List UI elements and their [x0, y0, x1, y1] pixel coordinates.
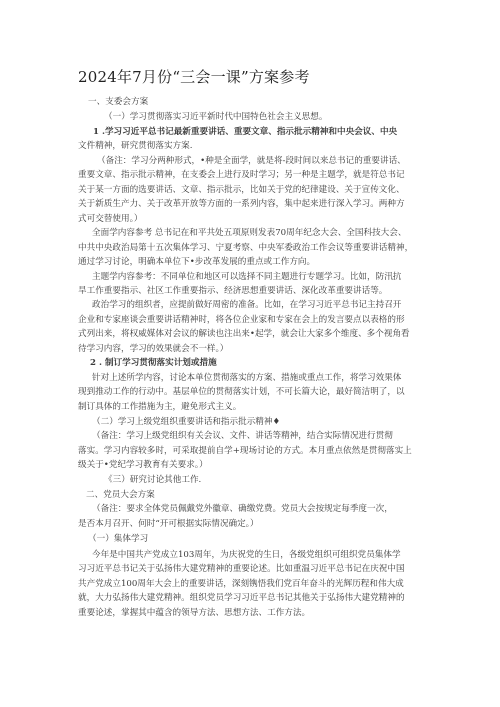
text-line: 企业和专家座谈会重要讲话精神时，将各位企业家和专家在会上的发言要点以表格的形 — [78, 315, 405, 325]
text-line: 重要论述，掌握其中蕴含的领导方法、思想方法、工作方法。 — [78, 608, 311, 618]
text-line: 二、党员大会方案 — [86, 490, 155, 500]
text-line: 是否本月召开、何时“开可根据实际情况确定。） — [78, 519, 259, 529]
text-line: 今年是中国共产党成立103周年，为庆祝党的生日，各级党组织可组织党员集体学 — [92, 550, 401, 560]
text-line: 式列出来，将权威媒体对会议的解读也注出来•起学，就会让大家多个维度、多个视角看 — [78, 329, 410, 339]
text-line: 制订具体的工作措施为主，避免形式主义。 — [78, 402, 242, 412]
text-line: （一）学习贯彻落实习近平新时代中国特色社会主义思想。 — [104, 112, 328, 122]
text-line: 《三）研究讨论其他工作. — [104, 475, 202, 485]
text-line: （备注：要求全体党员佩戴党外徽章、确缴党费。党员大会按规定每季度一次， — [92, 504, 393, 514]
text-line: 政治学习的组织者，应提前做好周密的准备。比如，在学习习近平总书记主持召开 — [92, 300, 402, 310]
text-line: 式可交替使用。） — [78, 214, 143, 224]
text-line: 就，大力弘扬伟大建党精神。组织党员学习习近平总书记其他关于弘扬伟大建党精神的 — [78, 593, 405, 603]
text-line: 针对上述所学内容，讨论本单位贯彻落实的方案、措施或重点工作，将学习效果体 — [92, 373, 402, 383]
text-line: 待学习内容，学习的效果就会不一样。） — [78, 344, 229, 354]
text-line: 旱工作重要指示、社区工作重要指示、经济思想重要讲话、深化改革重要讲话等。 — [78, 286, 388, 296]
text-line: （一）集体学习 — [88, 534, 149, 544]
text-line: （备注：学习分两种形式，•种是全面学，就是将-段时间以来总书记的重要讲话、 — [97, 156, 406, 166]
text-line: 级关于•党纪学习教育有关要求。） — [78, 460, 208, 470]
text-line: 落实。学习内容较多时，可采取提前自学+现场讨论的方式。本月重点依然是贯彻落实上 — [78, 446, 412, 456]
text-line: 全面学内容参考 总书记在和平共处五项原则发表70周年纪念大会、全国科技大会、 — [92, 228, 407, 238]
text-line: 共产党成立100周年大会上的重要讲话，深刻镌悟我们党百年奋斗的光辉历程和伟大成 — [78, 579, 404, 589]
text-line: 现到推动工作的行动中。基层单位的贯彻落实计划，不可长篇大论，最好简洁明了，以 — [78, 387, 405, 397]
text-line: 中共中央政治局第十五次集体学习、宁夏考察、中央军委政治工作会议等重要讲话精神， — [78, 243, 414, 253]
text-line: 通过学习讨论，明确本单位下•步改革发展的重点或工作方向。 — [78, 257, 316, 267]
text-line: 一、支委会方案 — [88, 97, 149, 107]
text-line: 关于新质生产力、关于改革开放等方面的一系列内容，集中起来进行深入学习。两种方 — [78, 199, 405, 209]
text-line: 重要文章、指示批示精神，在支委会上进行及时学习；另一种是主题学，就是符总书记 — [78, 170, 405, 180]
text-line: （二）学习上级党组织重要讲话和指示批示精神♦ — [92, 417, 281, 427]
text-line: 关于某一方面的选要讲话、文章、指示批示，比如关于党的纪律建设、关于宣传文化、 — [78, 185, 405, 195]
text-line: 1 .学习习近平总书记最新重要讲话、重要文章、指示批示精神和中央会议、中央 — [93, 127, 398, 137]
text-line: 文件精神，研究贯彻落实方案. — [78, 141, 193, 151]
text-line: （备注：学习上级党组织有关会议、文件、讲话等精神，结合实际情况进行贯彻 — [92, 431, 393, 441]
text-line: 习习近平总书记关于弘扬伟大建党精神的重要论述。比如重温习近平总书记在庆祝中国 — [78, 564, 405, 574]
text-line: 2 . 制订学习贯彻落实计划或措施 — [90, 358, 217, 368]
text-line: 主题学内容参考：不同单位和地区可以选择不同主题进行专题学习。比如，防汛抗 — [92, 272, 402, 282]
document-title: 2024年7月份“三会一课”方案参考 — [78, 68, 310, 86]
